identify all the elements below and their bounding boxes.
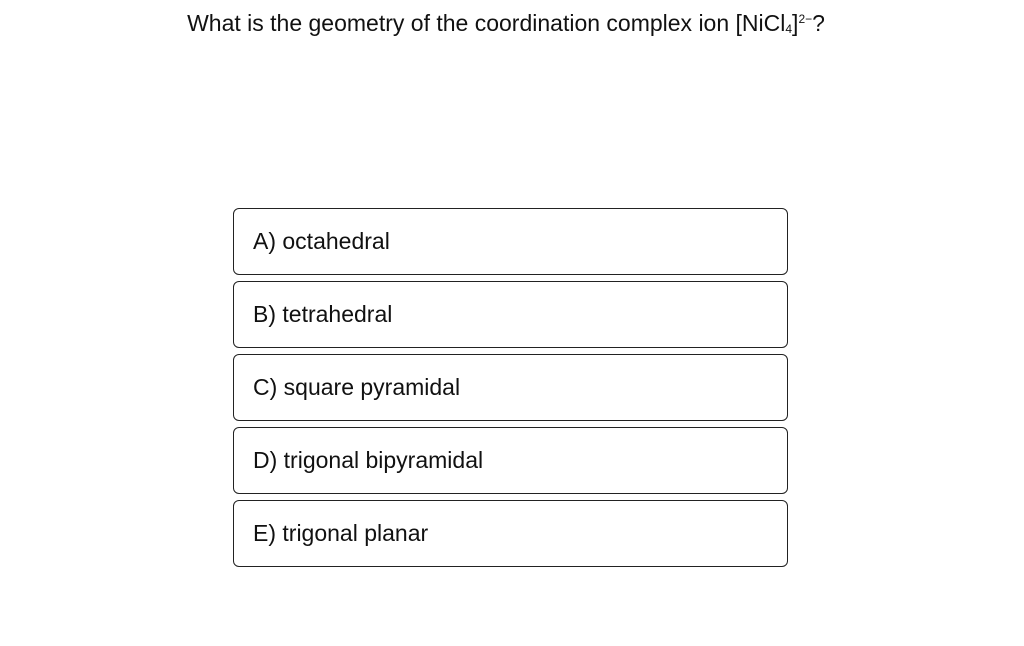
question-middle: ] (792, 10, 799, 36)
option-label: E) trigonal planar (253, 520, 429, 546)
question-text (0, 5, 1012, 43)
option-c[interactable] (233, 354, 788, 421)
option-label: A) octahedral (253, 228, 390, 254)
question-superscript: 2− (798, 12, 813, 26)
option-a[interactable] (233, 208, 788, 275)
option-label: C) square pyramidal (253, 374, 461, 400)
option-label: B) tetrahedral (253, 301, 393, 327)
option-d[interactable] (233, 427, 788, 494)
question-subscript: 4 (785, 22, 793, 36)
option-b[interactable] (233, 281, 788, 348)
question-prefix: What is the geometry of the coordination complex ion [NiCl (187, 10, 786, 36)
option-e[interactable] (233, 500, 788, 567)
option-label: D) trigonal bipyramidal (253, 447, 484, 473)
answer-options (233, 208, 788, 573)
question-suffix: ? (812, 10, 825, 36)
